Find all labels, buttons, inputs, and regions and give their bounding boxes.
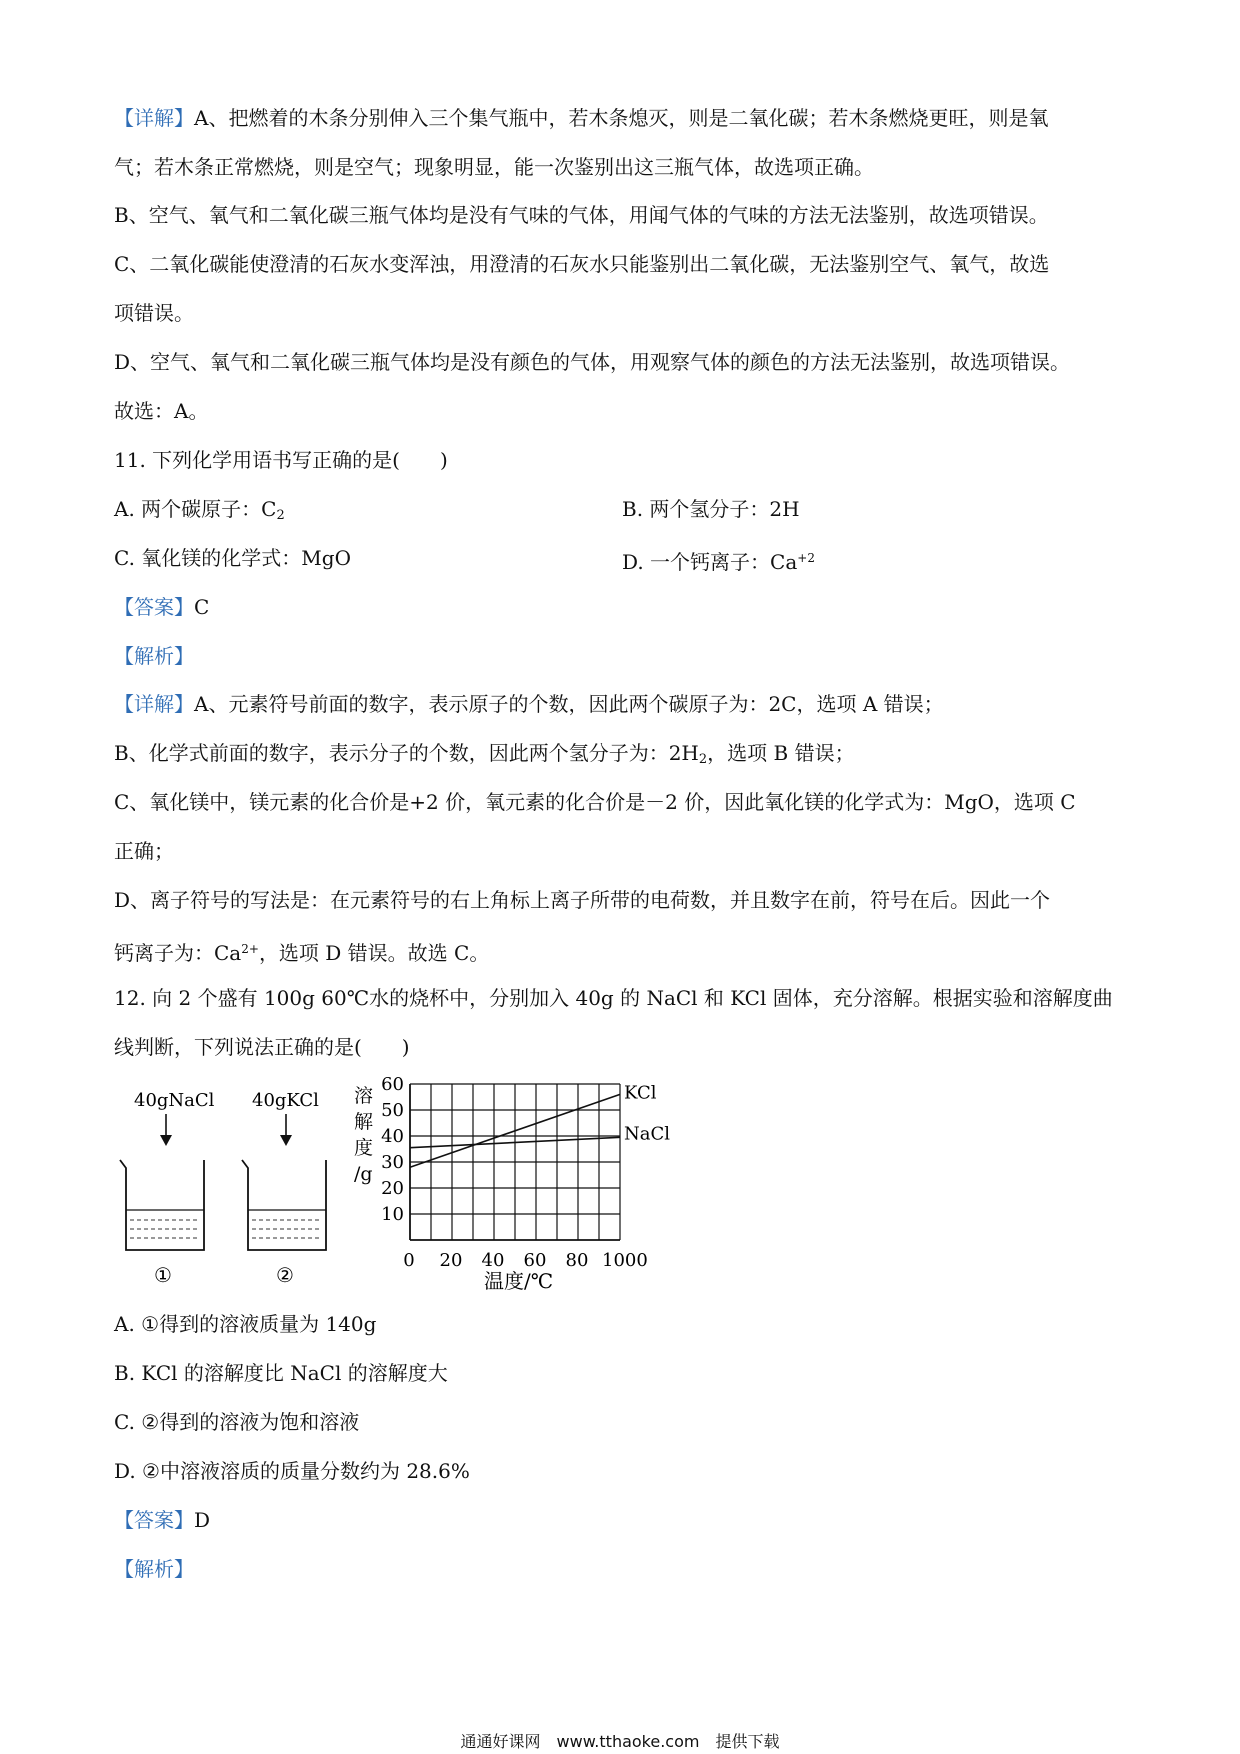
x-tick-label: 0 bbox=[403, 1250, 415, 1271]
beaker-2-label: 40gKCl bbox=[252, 1090, 319, 1111]
x-ticks bbox=[403, 1250, 648, 1271]
detail-a-line1 bbox=[114, 103, 1048, 133]
detail-d: D、空气、氧气和二氧化碳三瓶气体均是没有颜色的气体，用观察气体的颜色的方法无法鉴别，故选项错误。 bbox=[114, 350, 1071, 374]
beaker-2-number: ② bbox=[276, 1263, 294, 1287]
q11-detail-c-line2: 正确； bbox=[114, 839, 174, 863]
q12-option-b: B. KCl 的溶解度比 NaCl 的溶解度大 bbox=[114, 1361, 448, 1385]
detail-tag: 【详解】 bbox=[114, 106, 194, 130]
q12-answer: 【答案】D bbox=[114, 1508, 211, 1532]
y-tick-label: 50 bbox=[381, 1100, 404, 1121]
q11-detail-c-line1: C、氧化镁中，镁元素的化合价是+2 价，氧元素的化合价是－2 价，因此氧化镁的化学式为：MgO，选项 C bbox=[114, 790, 1076, 814]
q11-detail-d-line1: D、离子符号的写法是：在元素符号的右上角标上离子所带的电荷数，并且数字在前，符号在后。因此一个 bbox=[114, 888, 1051, 912]
detail-a-line2: 气；若木条正常燃烧，则是空气；现象明显，能一次鉴别出这三瓶气体，故选项正确。 bbox=[114, 155, 874, 179]
ylabel-char-4: /g bbox=[354, 1163, 373, 1185]
ylabel-char-1: 溶 bbox=[354, 1085, 374, 1107]
beaker-1 bbox=[120, 1090, 215, 1287]
chart-grid bbox=[410, 1084, 620, 1240]
q12-figure bbox=[114, 1072, 714, 1294]
choose-answer: 故选：A。 bbox=[114, 399, 209, 423]
x-tick-label: 40 bbox=[481, 1250, 505, 1271]
q11-option-b: B. 两个氢分子：2H bbox=[622, 497, 800, 521]
q11-detail-a: 【详解】A、元素符号前面的数字，表示原子的个数，因此两个碳原子为：2C，选项 A 错误； bbox=[114, 692, 944, 716]
q12-stem-line2: 线判断，下列说法正确的是( ) bbox=[114, 1035, 410, 1059]
y-tick-label: 10 bbox=[381, 1204, 404, 1225]
detail-c-line1: C、二氧化碳能使澄清的石灰水变浑浊，用澄清的石灰水只能鉴别出二氧化碳，无法鉴别空气、氧气，故选 bbox=[114, 252, 1050, 276]
series-label-kcl: KCl bbox=[624, 1082, 657, 1104]
y-tick-label: 30 bbox=[381, 1152, 404, 1173]
q12-stem-line1: 12. 向 2 个盛有 100g 60℃水的烧杯中，分别加入 40g 的 NaCl 和 KCl 固体，充分溶解。根据实验和溶解度曲 bbox=[114, 986, 1113, 1010]
detail-c-line2: 项错误。 bbox=[114, 301, 194, 325]
q12-option-c: C. ②得到的溶液为饱和溶液 bbox=[114, 1410, 360, 1434]
y-ticks bbox=[381, 1074, 404, 1225]
x-tick-label: 80 bbox=[565, 1250, 589, 1271]
q11-analysis-tag: 【解析】 bbox=[114, 644, 194, 668]
x-tick-label: 1000 bbox=[602, 1250, 648, 1271]
ylabel-char-2: 解 bbox=[354, 1111, 374, 1133]
q12-option-a: A. ①得到的溶液质量为 140g bbox=[114, 1312, 377, 1336]
ylabel-char-3: 度 bbox=[354, 1137, 374, 1159]
y-tick-label: 60 bbox=[381, 1074, 404, 1095]
y-tick-label: 20 bbox=[381, 1178, 404, 1199]
q12-analysis-tag: 【解析】 bbox=[114, 1557, 194, 1581]
y-tick-label: 40 bbox=[381, 1126, 404, 1147]
x-tick-label: 60 bbox=[523, 1250, 547, 1271]
footer: 通通好课网 www.tthaoke.com 提供下载 bbox=[460, 1732, 780, 1751]
series-label-nacl: NaCl bbox=[624, 1123, 671, 1145]
q11-answer: 【答案】C bbox=[114, 595, 210, 619]
chart-series bbox=[410, 1082, 670, 1167]
beaker-1-number: ① bbox=[154, 1263, 172, 1287]
q11-option-d: D. 一个钙离子：$Ca^{+2}$ bbox=[622, 550, 815, 574]
x-tick-label: 20 bbox=[439, 1250, 463, 1271]
solubility-chart bbox=[354, 1074, 670, 1293]
q11-detail-d-line2: 钙离子为：$Ca^{2+}$，选项 D 错误。故选 C。 bbox=[114, 941, 490, 965]
q11-detail-b: B、化学式前面的数字，表示分子的个数，因此两个氢分子为：$2H_2$，选项 B 错误； bbox=[114, 741, 855, 767]
beaker-2 bbox=[242, 1090, 326, 1287]
x-axis-label: 温度/℃ bbox=[484, 1269, 554, 1293]
q11-option-a: A. 两个碳原子：$C_2$ bbox=[114, 497, 285, 523]
q11-stem: 11. 下列化学用语书写正确的是( ) bbox=[114, 448, 448, 472]
detail-a-text: A、把燃着的木条分别伸入三个集气瓶中，若木条熄灭，则是二氧化碳；若木条燃烧更旺，则是氧 bbox=[194, 106, 1049, 130]
beaker-1-label: 40gNaCl bbox=[134, 1090, 215, 1111]
q11-option-c: C. 氧化镁的化学式：MgO bbox=[114, 546, 351, 570]
detail-b: B、空气、氧气和二氧化碳三瓶气体均是没有气味的气体，用闻气体的气味的方法无法鉴别，故选项错误。 bbox=[114, 203, 1049, 227]
q12-option-d: D. ②中溶液溶质的质量分数约为 28.6% bbox=[114, 1459, 470, 1483]
